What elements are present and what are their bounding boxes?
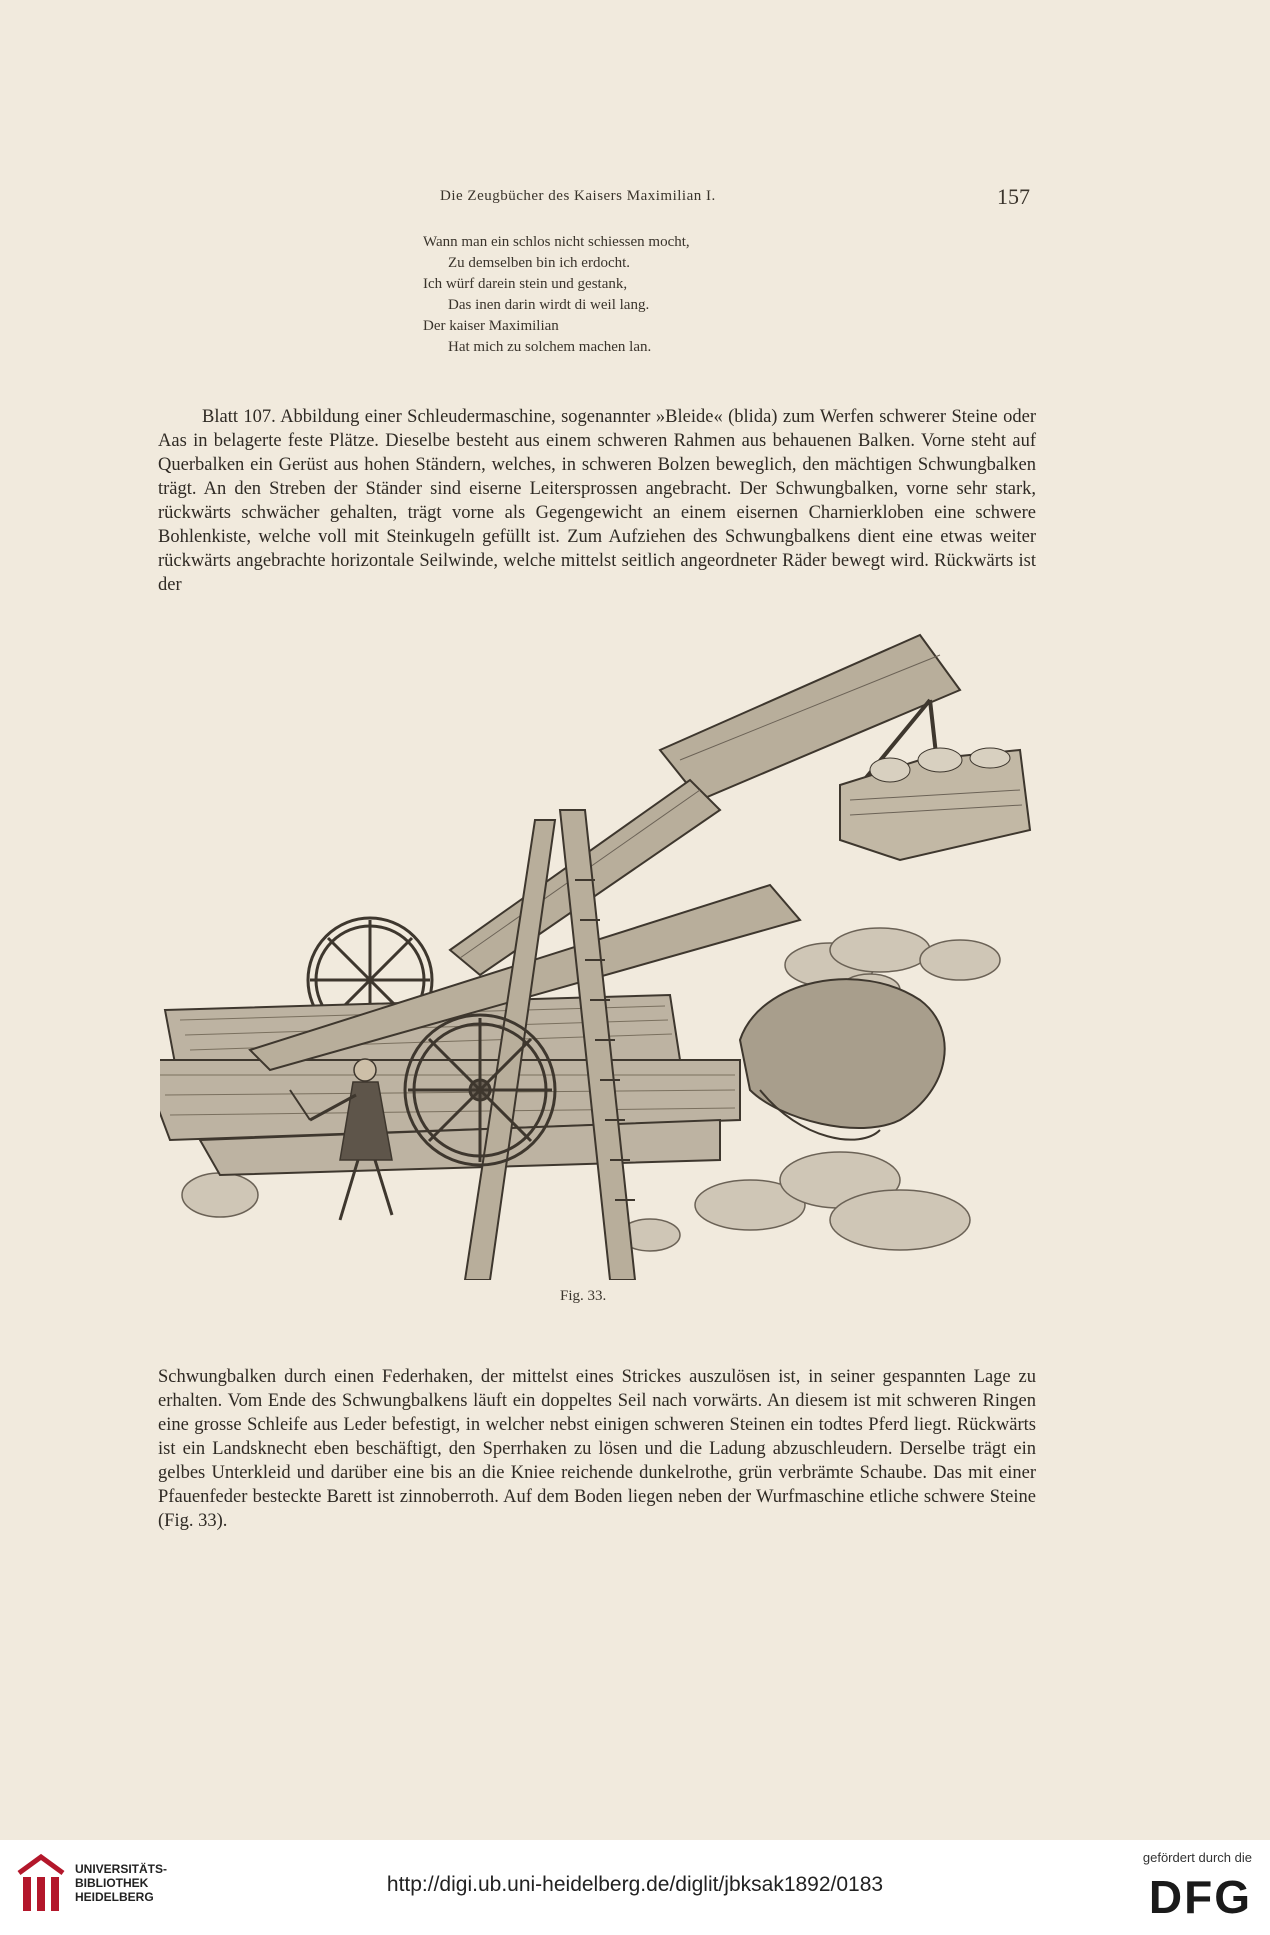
running-title: Die Zeugbücher des Kaisers Maximilian I. (440, 188, 716, 204)
poem-line: Ich würf darein stein und gestank, (423, 276, 628, 292)
poem (423, 232, 843, 358)
winch-wheel (405, 1015, 555, 1165)
funder-text: gefördert durch die (1142, 1850, 1252, 1865)
trebuchet-illustration (160, 620, 1040, 1280)
paragraph-description: Blatt 107. Abbildung einer Schleudermaschine, sogenannter »Bleide« (blida) zum Werfen schwerer Steine oder Aas in belagerte feste Plätze. Dieselbe besteht aus einem schweren Rahmen aus behauenen Balken. Vorne steht auf Querbalken ein Gerüst aus hohen Ständern, welches, in schweren Bolzen beweglich, den mächtigen Schwungbalken trägt. An den Streben der Ständer sind eiserne Leitersprossen angebracht. Der Schwungbalken, vorne sehr stark, rückwärts schwächer gehalten, trägt vorne als Gegengewicht an einem eisernen Charnierkloben eine schwere Bohlenkiste, welche voll mit Steinkugeln gefüllt ist. Zum Aufziehen des Schwungbalkens dient eine etwas weiter rückwärts angebrachte horizontale Seilwinde, welche mittelst seitlich angeordneter Räder bewegt wird. Rückwärts ist der (158, 406, 1036, 595)
page-number: 157 (997, 184, 1030, 209)
poem-line: Der kaiser Maximilian (423, 318, 559, 334)
horse-sling (740, 979, 945, 1139)
paragraph-continuation: Schwungbalken durch einen Federhaken, der mittelst eines Strickes auszulösen ist, in seiner gespannten Lage zu erhalten. Vom Ende des Schwungbalkens läuft ein doppeltes Seil nach vorwärts. An diesem ist mit schweren Ringen eine grosse Schleife aus Leder befestigt, in welcher nebst einigen schweren Steinen ein todtes Pferd liegt. Rückwärts ist ein Landsknecht eben beschäftigt, den Sperrhaken zu lösen und die Ladung abzuschleudern. Derselbe trägt ein gelbes Unterkleid und darüber eine bis an die Kniee reichende dunkelrothe, grün verbrämte Schaube. Das mit einer Pfauenfeder besteckte Barett ist zinnoberroth. Auf dem Boden liegen neben der Wurfmaschine etliche schwere Steine (Fig. 33). (158, 1366, 1036, 1531)
poem-line: Zu demselben bin ich erdocht. (448, 255, 631, 271)
figure-trebuchet (160, 620, 1040, 1280)
permalink-url[interactable]: http://digi.ub.uni-heidelberg.de/diglit/jbksak1892/0183 (386, 1873, 884, 1896)
running-head (160, 184, 1040, 218)
library-name-line: HEIDELBERG (75, 1890, 154, 1904)
digitization-footer (0, 1840, 1270, 1935)
poem-line: Wann man ein schlos nicht schiessen mocht, (423, 234, 690, 250)
library-name-line: UNIVERSITÄTS- (75, 1862, 168, 1876)
dfg-logo: DFG (1148, 1871, 1252, 1923)
figure-caption: Fig. 33. (560, 1288, 607, 1304)
poem-line: Das inen darin wirdt di weil lang. (448, 297, 650, 313)
poem-line: Hat mich zu solchem machen lan. (448, 339, 652, 355)
library-name-line: BIBLIOTHEK (75, 1876, 149, 1890)
